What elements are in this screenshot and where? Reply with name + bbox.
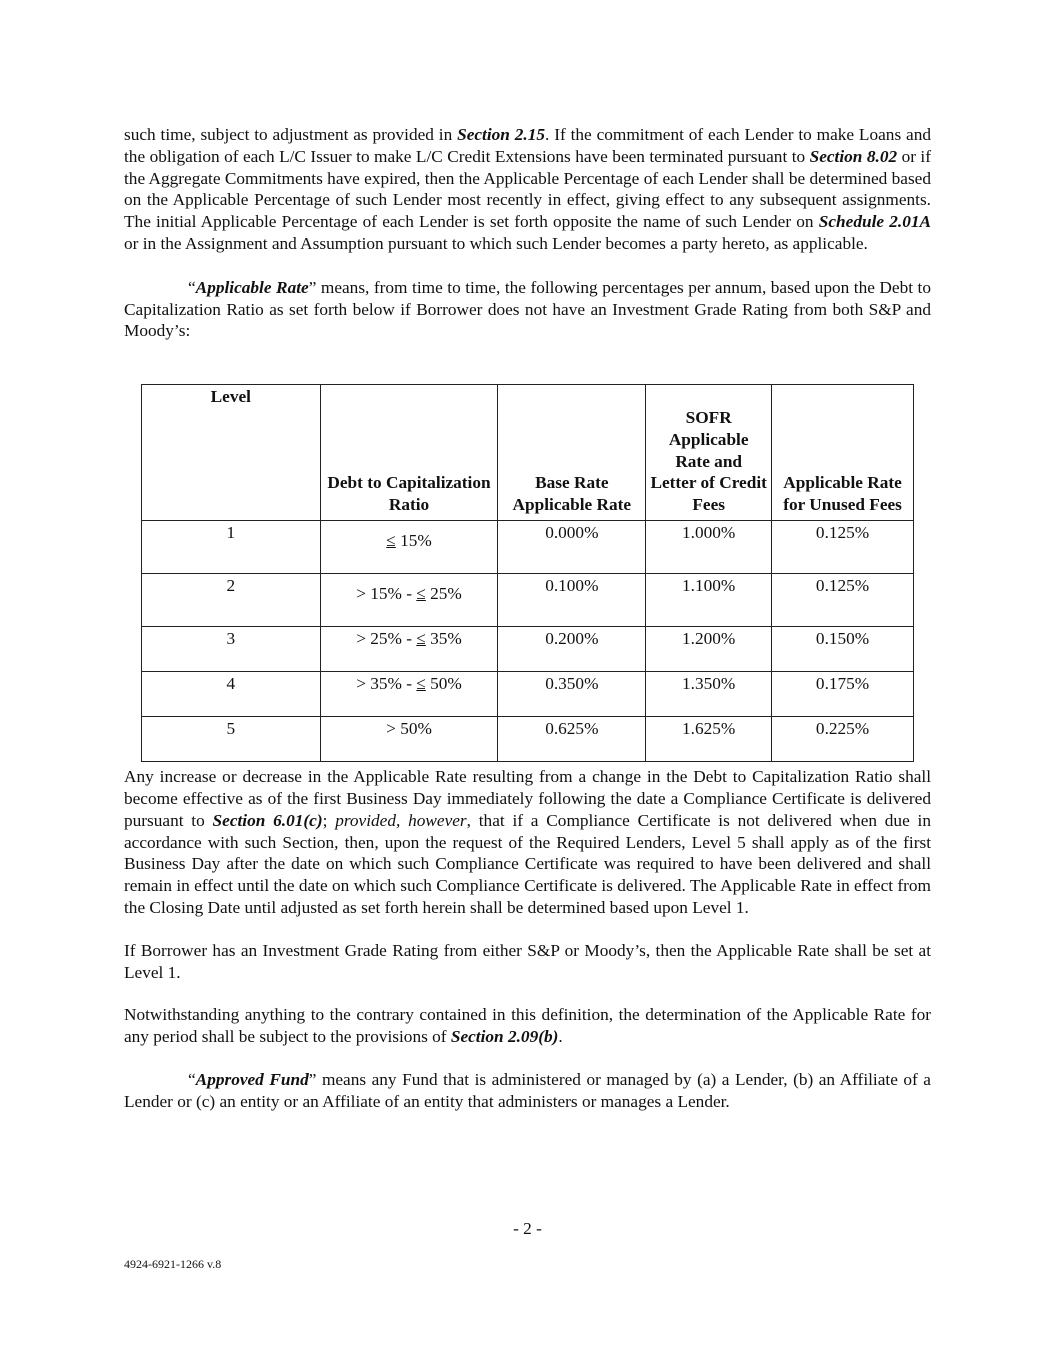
- cell-unused-fees: 0.150%: [772, 627, 914, 672]
- text: or if the Aggregate Commitments have expired, then the Applicable Percentage of each Lender shall be determined based on the Applicable Percentage of such Lender most recently in effect, giving effect to any subsequent assignments. The initial Applicable Percentage of each Lender is set forth opposite the name of such Lender on: [124, 146, 931, 232]
- cell-level: 1: [142, 521, 321, 574]
- cell-base-rate: 0.200%: [498, 627, 646, 672]
- cell-unused-fees: 0.125%: [772, 521, 914, 574]
- text: such time, subject to adjustment as provided in: [124, 125, 458, 144]
- cell-level: 5: [142, 717, 321, 762]
- cell-base-rate: 0.625%: [498, 717, 646, 762]
- quote-mark: “: [188, 1069, 196, 1089]
- ratio-part: ≤: [416, 674, 426, 693]
- cell-base-rate: 0.350%: [498, 672, 646, 717]
- paragraph-notwithstanding: [124, 1004, 931, 1048]
- cell-base-rate: 0.100%: [498, 574, 646, 627]
- text: .: [558, 1027, 563, 1047]
- table-row: [142, 574, 914, 627]
- ratio-part: ≤: [416, 584, 426, 603]
- text: , that if a Compliance Certificate is not delivered when due in accordance with such Section, then, upon the request of the Required Lenders, Level 5 shall apply as of the first Business Day after the date on which such Compliance Certificate was required to have been delivered and shall remain in effect until the date on which such Compliance Certificate is delivered. The Applicable Rate in effect from the Closing Date until adjusted as set forth herein shall be determined based upon Level 1.: [124, 810, 931, 917]
- ratio-part: ≤: [416, 629, 426, 648]
- cell-level: 3: [142, 627, 321, 672]
- paragraph-rate-adjustment: [124, 766, 931, 919]
- ratio-part: > 50%: [386, 719, 432, 738]
- ratio-part: 25%: [425, 584, 462, 603]
- cell-sofr-rate: 1.625%: [646, 717, 772, 762]
- header-debt-ratio: Debt to Capitalization Ratio: [320, 385, 498, 521]
- paragraph-investment-grade: If Borrower has an Investment Grade Rating from either S&P or Moody’s, then the Applicable Rate shall be set at Level 1.: [124, 940, 931, 982]
- defined-term: Applicable Rate: [195, 277, 309, 297]
- ratio-part: > 35% -: [356, 674, 417, 693]
- cell-debt-ratio: [320, 717, 498, 762]
- cell-sofr-rate: 1.350%: [646, 672, 772, 717]
- cell-unused-fees: 0.125%: [772, 574, 914, 627]
- document-page: [124, 124, 931, 1113]
- cell-debt-ratio: [320, 521, 498, 574]
- cell-sofr-rate: 1.100%: [646, 574, 772, 627]
- cell-sofr-rate: 1.200%: [646, 627, 772, 672]
- section-reference: Section 6.01(c): [212, 810, 323, 830]
- header-level: Level: [142, 385, 321, 521]
- cell-debt-ratio: [320, 574, 498, 627]
- defined-term: Approved Fund: [195, 1069, 309, 1089]
- text: or in the Assignment and Assumption pursuant to which such Lender becomes a party hereto, as applicable.: [124, 233, 868, 253]
- paragraph-applicable-percentage-cont: [124, 124, 931, 255]
- section-reference: Section 2.09(b): [450, 1027, 559, 1047]
- document-id: 4924-6921-1266 v.8: [124, 1257, 222, 1271]
- ratio-part: 50%: [425, 674, 462, 693]
- quote-mark: “: [188, 277, 196, 297]
- paragraph-approved-fund-definition: [124, 1069, 931, 1113]
- applicable-rate-table: [141, 384, 914, 762]
- text: Any increase or decrease in the Applicable Rate resulting from a change in the Debt to Capitalization Ratio shall become effective as of the first Business Day immediately following the date a Compliance Certificate is delivered pursuant to: [124, 767, 931, 830]
- ratio-part: ≤: [386, 531, 396, 550]
- cell-level: 2: [142, 574, 321, 627]
- ratio-part: > 15% -: [356, 584, 417, 603]
- schedule-reference: Schedule 2.01A: [818, 212, 932, 232]
- table-header-row: [142, 385, 914, 521]
- cell-sofr-rate: 1.000%: [646, 521, 772, 574]
- ratio-part: 35%: [425, 629, 462, 648]
- section-reference: Section 2.15: [457, 125, 546, 144]
- cell-unused-fees: 0.225%: [772, 717, 914, 762]
- page-number: - 2 -: [513, 1219, 542, 1238]
- cell-debt-ratio: [320, 627, 498, 672]
- text: . If the commitment of each Lender to make Loans and the obligation of each L/C Issuer to make L/C Credit Extensions have been terminated pursuant to: [124, 125, 931, 166]
- paragraph-applicable-rate-definition: [124, 277, 931, 342]
- text: ” means, from time to time, the following percentages per annum, based upon the Debt to Capitalization Ratio as set forth below if Borrower does not have an Investment Grade Rating from both S&P and Moody’s:: [124, 277, 931, 341]
- cell-base-rate: 0.000%: [498, 521, 646, 574]
- text: ;: [322, 810, 336, 830]
- text: ” means any Fund that is administered or managed by (a) a Lender, (b) an Affiliate of a Lender or (c) an entity or an Affiliate of an entity that administers or manages a Lender.: [124, 1069, 931, 1111]
- table-row: [142, 672, 914, 717]
- table-row: [142, 717, 914, 762]
- section-reference: Section 8.02: [809, 146, 898, 166]
- proviso: provided, however: [335, 810, 467, 830]
- cell-debt-ratio: [320, 672, 498, 717]
- text: Notwithstanding anything to the contrary contained in this definition, the determination of the Applicable Rate for any period shall be subject to the provisions of: [124, 1005, 931, 1047]
- cell-unused-fees: 0.175%: [772, 672, 914, 717]
- header-base-rate: Base Rate Applicable Rate: [498, 385, 646, 521]
- cell-level: 4: [142, 672, 321, 717]
- table-row: [142, 627, 914, 672]
- ratio-part: 15%: [395, 531, 432, 550]
- ratio-part: > 25% -: [356, 629, 417, 648]
- header-unused-fees: Applicable Rate for Unused Fees: [772, 385, 914, 521]
- table-row: [142, 521, 914, 574]
- header-sofr-rate: SOFR Applicable Rate and Letter of Credit Fees: [646, 385, 772, 521]
